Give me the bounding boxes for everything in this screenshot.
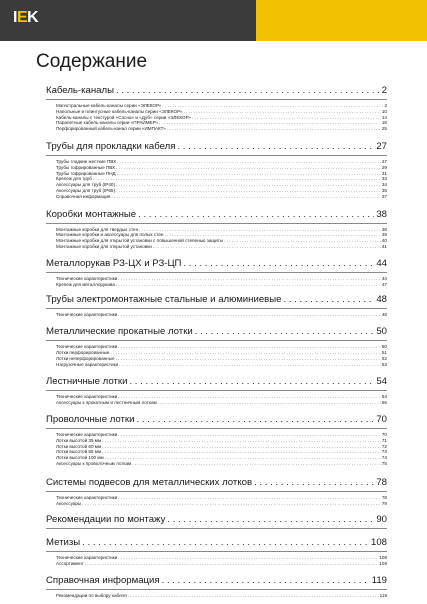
item-title: Нагрузочные характеристики	[56, 361, 119, 367]
item-title: Аксессуары	[56, 500, 82, 506]
dot-leader	[177, 141, 374, 153]
section-page-number: 27	[376, 140, 387, 152]
toc-item-list	[46, 555, 387, 567]
item-title: Монтажные коробки для открытой установки	[56, 243, 152, 249]
item-title: Технические характеристики	[56, 431, 118, 437]
item-title: Трубы гофрированные ПНД	[56, 170, 116, 176]
item-page-number: 51	[381, 349, 387, 355]
item-title: Лотки высотой 85 мм	[56, 449, 102, 455]
dot-leader	[195, 326, 375, 338]
item-page-number: 27	[381, 158, 387, 164]
toc-item-list	[46, 276, 387, 288]
toc-item[interactable]	[56, 282, 387, 288]
dot-leader	[82, 537, 369, 549]
toc-section	[46, 414, 387, 467]
dot-leader	[111, 194, 380, 200]
item-title: Технические характеристики	[56, 312, 118, 318]
item-title: Технические характеристики	[56, 394, 118, 400]
toc-item-list	[46, 312, 387, 318]
item-page-number: 72	[381, 443, 387, 449]
item-title: Технические характеристики	[56, 275, 118, 281]
item-page-number: 53	[381, 361, 387, 367]
toc-section-heading[interactable]	[46, 326, 387, 341]
item-page-number: 29	[381, 164, 387, 170]
item-title: Аксессуары для труб (IP40)	[56, 182, 116, 188]
section-page-number: 78	[376, 476, 387, 488]
toc-item[interactable]	[56, 501, 387, 507]
toc-item[interactable]	[56, 362, 387, 368]
item-title: Ассортимент	[56, 561, 84, 567]
item-title: Технические характеристики	[56, 494, 118, 500]
item-title: Технические характеристики	[56, 344, 118, 350]
item-page-number: 35	[381, 187, 387, 193]
page-title: Содержание	[36, 51, 148, 72]
dot-leader	[129, 376, 374, 388]
item-title: Лотки высотой 60 мм	[56, 443, 102, 449]
section-title: Коробки монтажные	[46, 208, 137, 220]
dot-leader	[153, 244, 381, 250]
section-title: Проволочные лотки	[46, 413, 135, 425]
item-title: Лотки перфорированные	[56, 349, 110, 355]
toc-item[interactable]	[56, 244, 387, 250]
toc-item-list	[46, 344, 387, 367]
item-page-number: 33	[381, 176, 387, 182]
toc-section	[46, 141, 387, 200]
dot-leader	[116, 282, 381, 288]
item-page-number: 48	[381, 312, 387, 318]
item-page-number: 78	[381, 494, 387, 500]
toc-item-list	[46, 227, 387, 250]
toc-section-heading[interactable]	[46, 209, 387, 224]
item-title: Монтажные коробки для открытой установки с повышенной степенью защиты	[56, 238, 224, 244]
toc-section-heading[interactable]	[46, 477, 387, 492]
item-title: Лотки высотой 35 мм	[56, 437, 102, 443]
section-title: Металлорукав РЗ-ЦХ и РЗ-ЦП	[46, 257, 182, 269]
toc-section	[46, 258, 387, 288]
item-page-number: 70	[381, 431, 387, 437]
item-page-number: 38	[381, 226, 387, 232]
item-title: Трубы гладкие жесткие ПВХ	[56, 158, 117, 164]
section-title: Лестничные лотки	[46, 376, 128, 388]
item-title: Крепеж для металлорукава	[56, 281, 115, 287]
toc-item[interactable]	[56, 400, 387, 406]
item-page-number: 31	[381, 170, 387, 176]
dot-leader	[183, 258, 374, 270]
toc-section	[46, 85, 387, 132]
toc-item-list	[46, 495, 387, 507]
item-title: Парапетные кабель-каналы серии «ПРАЙМЕР»	[56, 120, 158, 126]
toc-item[interactable]	[56, 312, 387, 318]
toc-item-list	[46, 593, 387, 599]
section-page-number: 44	[376, 257, 387, 269]
item-page-number: 47	[381, 281, 387, 287]
header-bar	[0, 0, 427, 41]
toc-section-heading[interactable]	[46, 376, 387, 391]
item-page-number: 37	[381, 193, 387, 199]
dot-leader	[167, 126, 381, 132]
toc-section	[46, 294, 387, 318]
toc-item[interactable]	[56, 593, 387, 599]
section-title: Металлические прокатные лотки	[46, 326, 193, 338]
item-page-number: 74	[381, 455, 387, 461]
section-page-number: 48	[376, 294, 387, 306]
toc-section-heading[interactable]	[46, 575, 387, 590]
toc-item-list	[46, 394, 387, 406]
header-yellow-band	[256, 0, 427, 41]
item-title: Трубы гофрированные ПВХ	[56, 164, 116, 170]
dot-leader	[167, 514, 374, 526]
iek-logo: IEK	[13, 9, 39, 26]
toc-section	[46, 477, 387, 507]
item-title: Лотки высотой 100 мм	[56, 455, 104, 461]
item-page-number: 56	[381, 400, 387, 406]
item-page-number: 71	[381, 437, 387, 443]
item-title: Монтажные коробки для твердых стен	[56, 226, 139, 232]
section-title: Справочная информация	[46, 574, 160, 586]
dot-leader	[138, 209, 374, 221]
section-page-number: 50	[376, 326, 387, 338]
section-page-number: 54	[376, 376, 387, 388]
item-title: Технические характеристики	[56, 555, 118, 561]
toc-item-list	[46, 432, 387, 467]
dot-leader	[85, 561, 379, 567]
dot-leader	[82, 501, 381, 507]
item-page-number: 25	[381, 126, 387, 132]
dot-leader	[254, 477, 374, 489]
item-page-number: 14	[381, 114, 387, 120]
section-title: Трубы электромонтажные стальные и алюминиевые	[46, 294, 282, 306]
section-page-number: 70	[376, 413, 387, 425]
toc-section-heading[interactable]	[46, 85, 387, 100]
item-page-number: 54	[381, 394, 387, 400]
section-title: Трубы для прокладки кабеля	[46, 140, 176, 152]
item-page-number: 39	[381, 232, 387, 238]
item-page-number: 41	[381, 243, 387, 249]
item-title: Напольные и плинтусные кабель-каналы серии «ЭЛЕКОР»	[56, 108, 183, 114]
item-title: Магистральные кабель-каналы серии «ЭЛЕКОР»	[56, 103, 162, 108]
toc-section-heading[interactable]	[46, 258, 387, 273]
item-page-number: 34	[381, 182, 387, 188]
item-page-number: 108	[379, 555, 387, 561]
item-title: Монтажные коробки и аксессуары для полых стен	[56, 232, 164, 238]
table-of-contents	[46, 85, 387, 599]
dot-leader	[162, 575, 370, 587]
toc-section-heading[interactable]	[46, 141, 387, 156]
toc-item[interactable]	[56, 194, 387, 200]
item-title: Лотки неперфорированные	[56, 355, 115, 361]
item-title: Справочная информация	[56, 193, 111, 199]
item-title: Перфорированный кабель-канал серии «ИМПАКТ»	[56, 126, 166, 132]
item-title: Кабель-каналы с текстурой «Сосна» и «Дуб» серии «ЭЛЕКОР»	[56, 114, 191, 120]
toc-section-heading[interactable]	[46, 514, 387, 529]
dot-leader	[284, 294, 375, 306]
item-title: Аксессуары к проволочным лоткам	[56, 460, 132, 466]
item-page-number: 119	[379, 592, 387, 598]
dot-leader	[116, 85, 380, 97]
toc-section-heading[interactable]	[46, 414, 387, 429]
toc-section	[46, 514, 387, 529]
section-page-number: 108	[370, 537, 387, 549]
item-page-number: 52	[381, 355, 387, 361]
dot-leader	[119, 362, 381, 368]
header-dark-band	[0, 0, 256, 41]
item-page-number: 18	[381, 120, 387, 126]
toc-section	[46, 376, 387, 406]
section-title: Рекомендации по монтажу	[46, 514, 166, 526]
toc-item[interactable]	[56, 461, 387, 467]
section-title: Системы подвесов для металлических лотков	[46, 476, 253, 488]
item-page-number: 40	[381, 238, 387, 244]
dot-leader	[136, 414, 374, 426]
section-page-number: 90	[376, 514, 387, 526]
item-page-number: 109	[379, 561, 387, 567]
dot-leader	[132, 461, 381, 467]
item-page-number: 73	[381, 449, 387, 455]
item-page-number: 44	[381, 275, 387, 281]
toc-section	[46, 537, 387, 567]
toc-item[interactable]	[56, 126, 387, 132]
item-title: Аксессуары к прокатным и лестничным лоткам	[56, 400, 157, 406]
item-page-number: 75	[381, 460, 387, 466]
section-page-number: 119	[371, 574, 387, 586]
toc-item-list	[46, 103, 387, 132]
item-page-number: 50	[381, 344, 387, 350]
section-title: Метизы	[46, 537, 81, 549]
toc-section	[46, 326, 387, 367]
dot-leader	[118, 312, 381, 318]
item-title: Аксессуары для труб (IP65)	[56, 187, 116, 193]
section-page-number: 2	[381, 85, 387, 96]
item-page-number: 2	[384, 103, 387, 108]
dot-leader	[128, 593, 379, 599]
dot-leader	[158, 400, 381, 406]
item-title: Рекомендации по выбору кабеля	[56, 592, 127, 598]
toc-section-heading[interactable]	[46, 537, 387, 552]
section-title: Кабель-каналы	[46, 85, 114, 96]
toc-section	[46, 209, 387, 250]
item-title: Крепеж для труб	[56, 176, 92, 182]
item-page-number: 79	[381, 500, 387, 506]
item-page-number: 10	[381, 108, 387, 114]
toc-item-list	[46, 159, 387, 200]
toc-section-heading[interactable]	[46, 294, 387, 309]
toc-item[interactable]	[56, 561, 387, 567]
toc-section	[46, 575, 387, 599]
section-page-number: 38	[376, 208, 387, 220]
